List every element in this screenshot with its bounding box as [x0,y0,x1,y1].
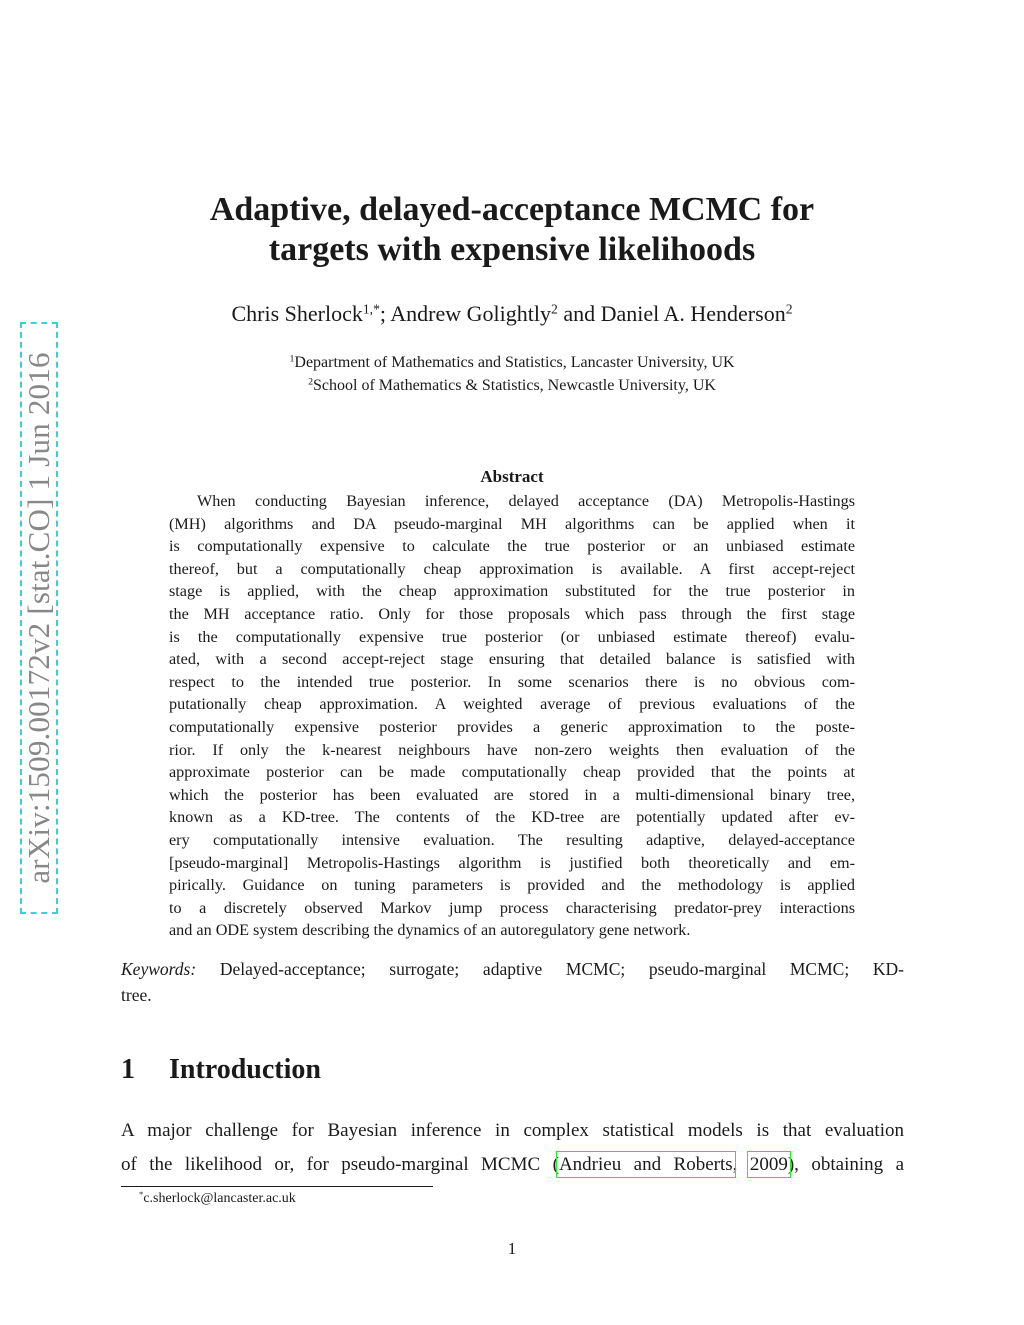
abstract-line: to a discretely observed Markov jump process characterising predator-prey interactions [169,898,855,917]
keywords-text: Delayed-acceptance; surrogate; adaptive MCMC; pseudo-marginal MCMC; KD- [196,959,904,979]
intro-paragraph [121,1114,904,1182]
footnote-rule [121,1186,433,1187]
arxiv-identifier-link[interactable] [20,322,58,914]
keywords-line-2: tree. [121,985,152,1005]
citation-link-year[interactable]: 2009 [749,1154,788,1175]
author-3-mark: 2 [785,301,793,317]
abstract-line: is computationally expensive to calculate the true posterior or an unbiased estimate [169,537,855,556]
affiliation-2 [0,374,1024,397]
abstract-line: (MH) algorithms and DA pseudo-marginal MH algorithms can be applied when it [169,514,855,533]
abstract-heading: Abstract [480,467,544,486]
abstract-line: rior. If only the k-nearest neighbours have non-zero weights then evaluation of the [169,740,855,759]
author-2-name: ; Andrew Golightly [379,301,551,326]
footnote-email: c.sherlock@lancaster.ac.uk [143,1191,296,1206]
abstract-line: and an ODE system describing the dynamics of an autoregulatory gene network. [169,921,691,940]
abstract-line: which the posterior has been evaluated are stored in a multi-dimensional binary tree, [169,785,855,804]
abstract-body [169,490,855,942]
author-3-name: and Daniel A. Henderson [557,301,786,326]
section-heading [121,1050,321,1090]
affiliation-1 [0,351,1024,374]
abstract-line: known as a KD-tree. The contents of the KD-tree are potentially updated after ev- [169,808,855,827]
intro-line-2 [121,1148,904,1182]
intro-text-pre: of the likelihood or, for pseudo-marginal MCMC ( [121,1154,559,1175]
abstract-line: computationally expensive posterior provides a generic approximation to the poste- [169,717,855,736]
abstract-line: respect to the intended true posterior. In some scenarios there is no obvious com- [169,672,855,691]
page-number: 1 [507,1239,517,1258]
author-1-name: Chris Sherlock [231,301,363,326]
keywords [121,956,904,1008]
abstract-line: When conducting Bayesian inference, delayed acceptance (DA) Metropolis-Hastings [197,492,855,510]
abstract-line: is the computationally expensive true posterior (or unbiased estimate thereof) evalu- [169,627,855,646]
footnote-mark: * [139,1189,144,1200]
abstract-line: approximate posterior can be made computationally cheap provided that the points at [169,763,855,782]
affiliations [0,351,1024,397]
abstract-line: thereof, but a computationally cheap approximation is available. A first accept-reject [169,559,855,578]
affiliation-1-mark: 1 [289,353,295,365]
abstract-line: pirically. Guidance on tuning parameters is provided and the methodology is applied [169,876,855,895]
abstract-line: ated, with a second accept-reject stage ensuring that detailed balance is satisfied with [169,650,855,669]
author-list [0,300,1024,328]
abstract-line: [pseudo-marginal] Metropolis-Hastings algorithm is justified both theoretically and em- [169,853,855,872]
keywords-line-1 [121,956,904,982]
title-line-1: Adaptive, delayed-acceptance MCMC for [209,191,815,228]
citation-link-authors[interactable]: Andrieu and Roberts [558,1154,733,1175]
intro-line-1: A major challenge for Bayesian inference in complex statistical models is that evaluation [121,1120,904,1141]
paper-title [0,190,1024,270]
section-title: Introduction [169,1054,321,1085]
intro-text-post: ), obtaining a [787,1154,905,1175]
affiliation-2-text: School of Mathematics & Statistics, Newcastle University, UK [313,377,716,394]
abstract-line: stage is applied, with the cheap approximation substituted for the true posterior in [169,582,855,601]
affiliation-2-mark: 2 [308,376,314,388]
abstract-line: the MH acceptance ratio. Only for those proposals which pass through the first stage [169,604,855,623]
author-1-mark: 1,* [362,301,380,317]
section-number: 1 [121,1054,135,1085]
citation-separator: , [732,1154,750,1175]
author-2-mark: 2 [551,301,558,317]
footnote [139,1190,296,1208]
affiliation-1-text: Department of Mathematics and Statistics, Lancaster University, UK [294,354,735,371]
abstract-line: ery computationally intensive evaluation. The resulting adaptive, delayed-acceptance [169,830,855,849]
arxiv-identifier-text: arXiv:1509.00172v2 [stat.CO] 1 Jun 2016 [21,352,56,884]
abstract-line: putationally cheap approximation. A weighted average of previous evaluations of the [169,695,855,714]
title-line-2: targets with expensive likelihoods [268,231,756,268]
keywords-label: Keywords: [121,959,197,979]
